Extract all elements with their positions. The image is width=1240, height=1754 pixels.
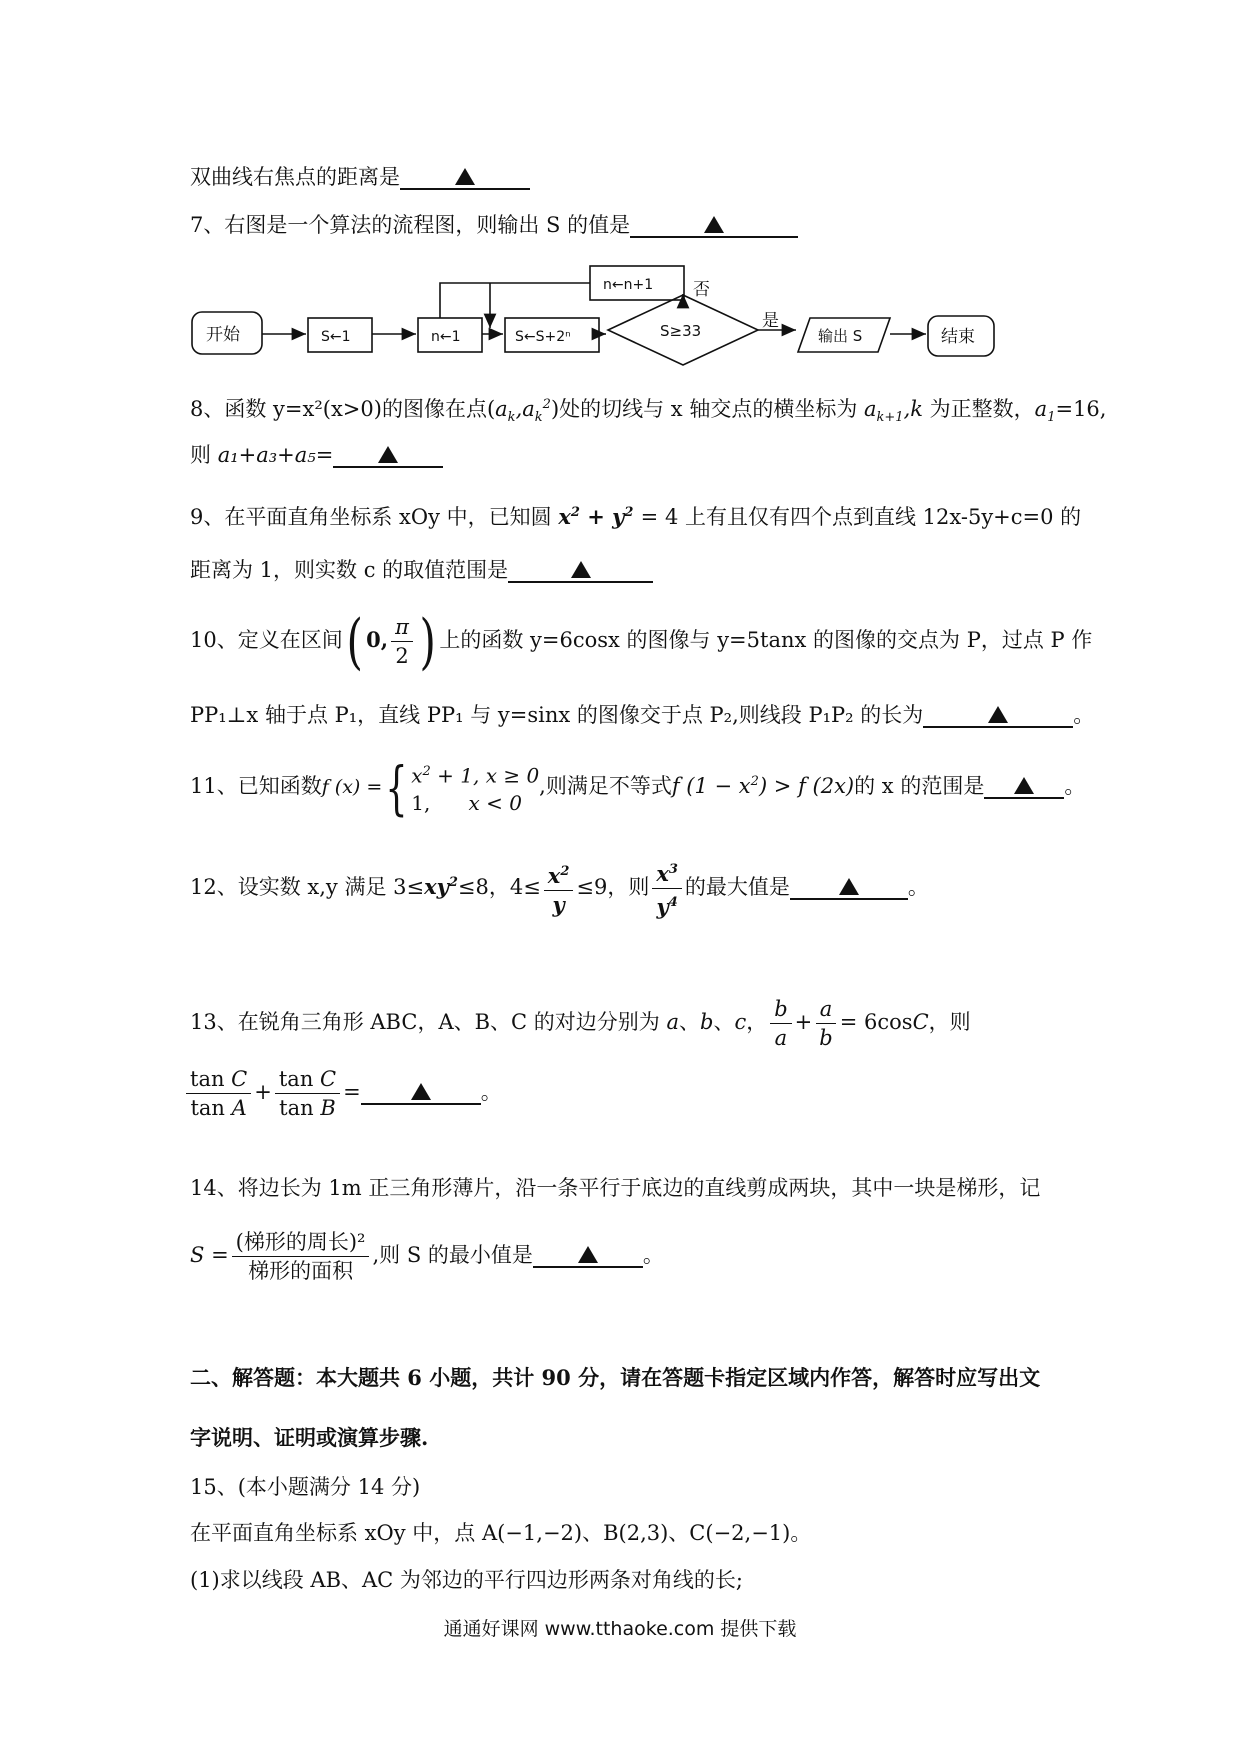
q14-line2: S = $\frac{\text{(梯形的周长)²}}{\text{梯形的面积}}$ ,则 S 的最小值是 。 bbox=[190, 1230, 664, 1283]
triangle-marker-icon bbox=[839, 878, 859, 895]
q15-line2: (1)求以线段 AB、AC 为邻边的平行四边形两条对角线的长; bbox=[190, 1568, 744, 1592]
q12-text-part3: ≤9，则 bbox=[576, 875, 650, 899]
triangle-marker-icon bbox=[988, 706, 1008, 723]
answer-blank bbox=[630, 214, 798, 238]
pi-over-2: $\frac{\pi}{2}$ bbox=[391, 613, 413, 670]
q8-point: $a_k,a_k^2$ bbox=[495, 397, 551, 426]
q9-line2 bbox=[190, 555, 653, 585]
triangle-marker-icon bbox=[411, 1083, 431, 1100]
q8-a1: $a_1$ bbox=[1034, 397, 1056, 426]
q11-inequality: f $(1 - x^2) > f$ (2x) bbox=[671, 774, 855, 798]
q11-fx: f (x) = bbox=[321, 776, 383, 798]
x2-over-y: $\frac{x^2}{y}$ bbox=[544, 858, 574, 919]
q14-line1 bbox=[190, 1173, 1040, 1203]
q11-text-part3: 的 x 的范围是 bbox=[854, 774, 985, 798]
answer-blank bbox=[923, 704, 1073, 728]
q8-line2 bbox=[190, 440, 443, 470]
x3-over-y4: $\frac{x^3}{y^4}$ bbox=[652, 856, 682, 921]
triangle-marker-icon bbox=[378, 446, 398, 463]
algorithm-flowchart bbox=[190, 260, 1070, 370]
flow-yes-label: 是 bbox=[762, 311, 779, 331]
flow-end-label: 结束 bbox=[941, 327, 975, 347]
tanC-over-tanB: $\frac{\text{tan C}}{\text{tan B}}$ bbox=[275, 1065, 340, 1122]
a-over-b: $\frac{a}{b}$ bbox=[815, 995, 836, 1052]
flow-init-s-label: S←1 bbox=[321, 329, 351, 345]
answer-blank bbox=[790, 876, 908, 900]
section2-heading-cont: 字说明、证明或演算步骤. bbox=[190, 1425, 429, 1450]
q8-a1-eq: =16, bbox=[1055, 397, 1107, 421]
q10-line2: PP₁⊥x 轴于点 P₁，直线 PP₁ 与 y=sinx 的图像交于点 P₂,则线段 P₁P₂ 的长为 。 bbox=[190, 703, 1095, 727]
answer-blank bbox=[400, 166, 530, 190]
triangle-marker-icon bbox=[1014, 777, 1034, 794]
q8-text-part3: 为正整数， bbox=[929, 397, 1035, 421]
q11-text-part1: 11、已知函数 bbox=[190, 774, 322, 798]
section2-heading: 二、解答题：本大题共 6 小题，共计 90 分，请在答题卡指定区域内作答，解答时应写出文 bbox=[190, 1365, 1041, 1390]
q13-line1: 13、在锐角三角形 ABC，A、B、C 的对边分别为 a、b、c， $\frac{b}{a}$ + $\frac{a}{b}$ = 6cosC，则 bbox=[190, 997, 971, 1050]
q8-line2-prefix: 则 bbox=[190, 443, 218, 467]
q6-tail-text: 双曲线右焦点的距离是 bbox=[190, 165, 400, 189]
q12-line: 12、设实数 x,y 满足 $3\le xy^2\le 8$，4≤ $\frac{x^2}{y}$ ≤9，则 $\frac{x^3}{y^4}$ 的最大值是 。 bbox=[190, 848, 929, 922]
q11-line: 11、已知函数f (x) ={ $x^2 + 1$, x ≥ 0 1, x < 0 ,则满足不等式f $(1 - x^2) > f$ (2x)的 x 的范围是 。 bbox=[190, 753, 1086, 822]
q14-text-part2: ,则 S 的最小值是 bbox=[372, 1243, 533, 1267]
flow-start-label: 开始 bbox=[206, 325, 240, 345]
q11-cases: $x^2 + 1$, x ≥ 0 1, x < 0 bbox=[411, 763, 540, 815]
q6-tail-line bbox=[190, 162, 530, 192]
flow-update-s-label: S←S+2ⁿ bbox=[515, 329, 571, 345]
section2-line2 bbox=[190, 1423, 428, 1453]
section2-line1 bbox=[190, 1363, 1040, 1393]
q12-text-part2: ≤8，4≤ bbox=[457, 875, 541, 899]
q8-line2-expr: a₁+a₃+a₅= bbox=[217, 443, 334, 467]
q9-circle-eq: $x^2 + y^2$ bbox=[558, 504, 634, 529]
q11-text-part2: ,则满足不等式 bbox=[539, 774, 672, 798]
flow-update-n-label: n←n+1 bbox=[603, 277, 654, 293]
q9-line1 bbox=[190, 498, 1081, 532]
b-over-a: $\frac{b}{a}$ bbox=[770, 995, 791, 1052]
q7-text: 7、右图是一个算法的流程图，则输出 S 的值是 bbox=[190, 213, 631, 237]
flow-output-label: 输出 S bbox=[818, 327, 863, 345]
answer-blank bbox=[984, 775, 1064, 799]
q8-term: $a_{k+1},k$ bbox=[864, 397, 930, 426]
q8-text-part1: 8、函数 y=x²(x>0)的图像在点( bbox=[190, 397, 496, 421]
q15-title: 15、(本小题满分 14 分) bbox=[190, 1475, 421, 1499]
flow-condition-label: S≥33 bbox=[660, 322, 702, 340]
q13-text-part2: ，则 bbox=[928, 1010, 971, 1034]
page-footer bbox=[0, 1614, 1240, 1641]
q10-line1: 10、定义在区间( 0, $\frac{\pi}{2}$ ) 上的函数 y=6cosx 的图像与 y=5tanx 的图像的交点为 P，过点 P 作 bbox=[190, 606, 1093, 677]
flow-no-label: 否 bbox=[693, 280, 710, 300]
triangle-marker-icon bbox=[704, 216, 724, 233]
q10-text-part1: 10、定义在区间 bbox=[190, 628, 343, 652]
q8-line1 bbox=[190, 390, 1106, 433]
q9-circle-rhs: = 4 bbox=[640, 505, 679, 529]
q12-text-part1: 12、设实数 x,y 满足 3≤ bbox=[190, 875, 425, 899]
s-fraction: $\frac{\text{(梯形的周长)²}}{\text{梯形的面积}}$ bbox=[232, 1228, 370, 1285]
tanC-over-tanA: $\frac{\text{tan C}}{\text{tan A}}$ bbox=[186, 1065, 251, 1122]
answer-blank bbox=[508, 559, 653, 583]
triangle-marker-icon bbox=[571, 561, 591, 578]
q12-text-part4: 的最大值是 bbox=[684, 875, 790, 899]
q8-text-part2: )处的切线与 x 轴交点的横坐标为 bbox=[550, 397, 864, 421]
flow-init-n-label: n←1 bbox=[431, 329, 461, 345]
q13-text-part1: 13、在锐角三角形 ABC，A、B、C 的对边分别为 bbox=[190, 1010, 667, 1034]
footer-text: 通通好课网 www.tthaoke.com 提供下载 bbox=[443, 1618, 797, 1640]
triangle-marker-icon bbox=[578, 1246, 598, 1263]
q13-line2: $\frac{\text{tan C}}{\text{tan A}}$ + $\frac{\text{tan C}}{\text{tan B}}$ = 。 bbox=[190, 1060, 502, 1124]
q9-text-part1: 9、在平面直角坐标系 xOy 中，已知圆 bbox=[190, 505, 559, 529]
triangle-marker-icon bbox=[455, 168, 475, 185]
answer-blank bbox=[333, 444, 443, 468]
q9-line2-text: 距离为 1，则实数 c 的取值范围是 bbox=[190, 558, 509, 582]
q10-line2-text: PP₁⊥x 轴于点 P₁，直线 PP₁ 与 y=sinx 的图像交于点 P₂,则线段 P₁P₂ 的长为 bbox=[190, 703, 924, 727]
q15-line1: 在平面直角坐标系 xOy 中，点 A(−1,−2)、B(2,3)、C(−2,−1)。 bbox=[190, 1521, 812, 1545]
q14-line1-text: 14、将边长为 1m 正三角形薄片，沿一条平行于底边的直线剪成两块，其中一块是梯形，记 bbox=[190, 1176, 1041, 1200]
answer-blank bbox=[533, 1244, 643, 1268]
q9-text-part2: 上有且仅有四个点到直线 12x-5y+c=0 的 bbox=[678, 505, 1082, 529]
q10-text-part2: 上的函数 y=6cosx 的图像与 y=5tanx 的图像的交点为 P，过点 P 作 bbox=[439, 628, 1093, 652]
answer-blank bbox=[361, 1081, 481, 1105]
q7-line bbox=[190, 210, 798, 240]
